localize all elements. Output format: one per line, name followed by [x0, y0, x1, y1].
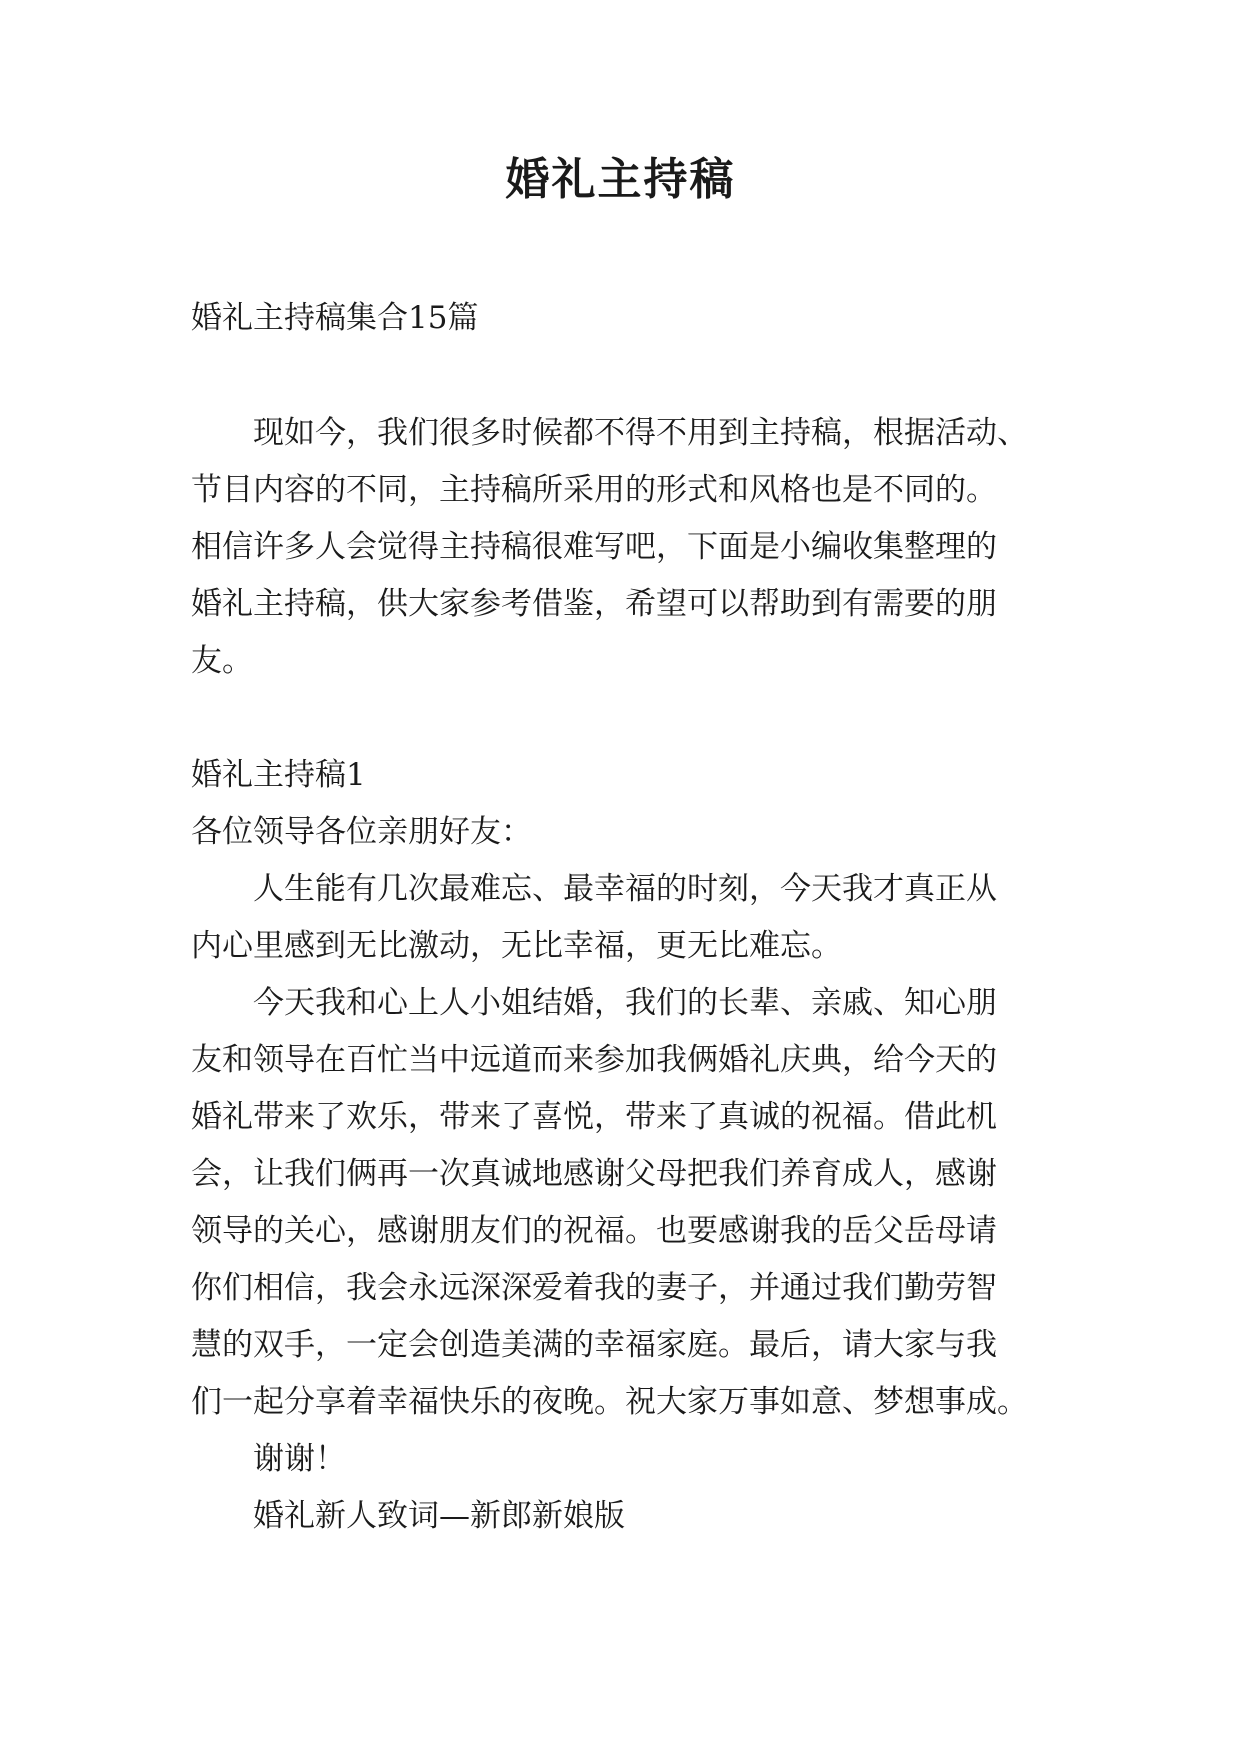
paragraph-line: 内心里感到无比激动，无比幸福，更无比难忘。: [191, 928, 842, 964]
paragraph-line: 们一起分享着幸福快乐的夜晚。祝大家万事如意、梦想事成。: [191, 1384, 1028, 1420]
paragraph-line: 慧的双手，一定会创造美满的幸福家庭。最后，请大家与我: [191, 1327, 997, 1363]
paragraph-line: 婚礼带来了欢乐，带来了喜悦，带来了真诚的祝福。借此机: [191, 1099, 997, 1135]
document-subtitle: 婚礼主持稿集合15篇: [191, 300, 479, 336]
section-heading: 婚礼主持稿1: [191, 757, 366, 793]
paragraph-line: 人生能有几次最难忘、最幸福的时刻，今天我才真正从: [253, 871, 997, 907]
paragraph-line: 会，让我们俩再一次真诚地感谢父母把我们养育成人，感谢: [191, 1156, 997, 1192]
thanks-line: 谢谢！: [253, 1441, 346, 1477]
paragraph-line: 友和领导在百忙当中远道而来参加我俩婚礼庆典，给今天的: [191, 1042, 997, 1078]
paragraph-line: 你们相信，我会永远深深爱着我的妻子，并通过我们勤劳智: [191, 1270, 997, 1306]
intro-line: 相信许多人会觉得主持稿很难写吧，下面是小编收集整理的: [191, 529, 997, 565]
paragraph-line: 领导的关心，感谢朋友们的祝福。也要感谢我的岳父岳母请: [191, 1213, 997, 1249]
intro-line: 现如今，我们很多时候都不得不用到主持稿，根据活动、: [253, 415, 1028, 451]
intro-line: 节目内容的不同，主持稿所采用的形式和风格也是不同的。: [191, 472, 997, 508]
greeting: 各位领导各位亲朋好友：: [191, 814, 532, 850]
document-title: 婚礼主持稿: [505, 154, 736, 205]
next-section-heading: 婚礼新人致词—新郎新娘版: [253, 1498, 625, 1534]
intro-line: 友。: [191, 643, 253, 679]
intro-line: 婚礼主持稿，供大家参考借鉴，希望可以帮助到有需要的朋: [191, 586, 997, 622]
paragraph-line: 今天我和心上人小姐结婚，我们的长辈、亲戚、知心朋: [253, 985, 997, 1021]
